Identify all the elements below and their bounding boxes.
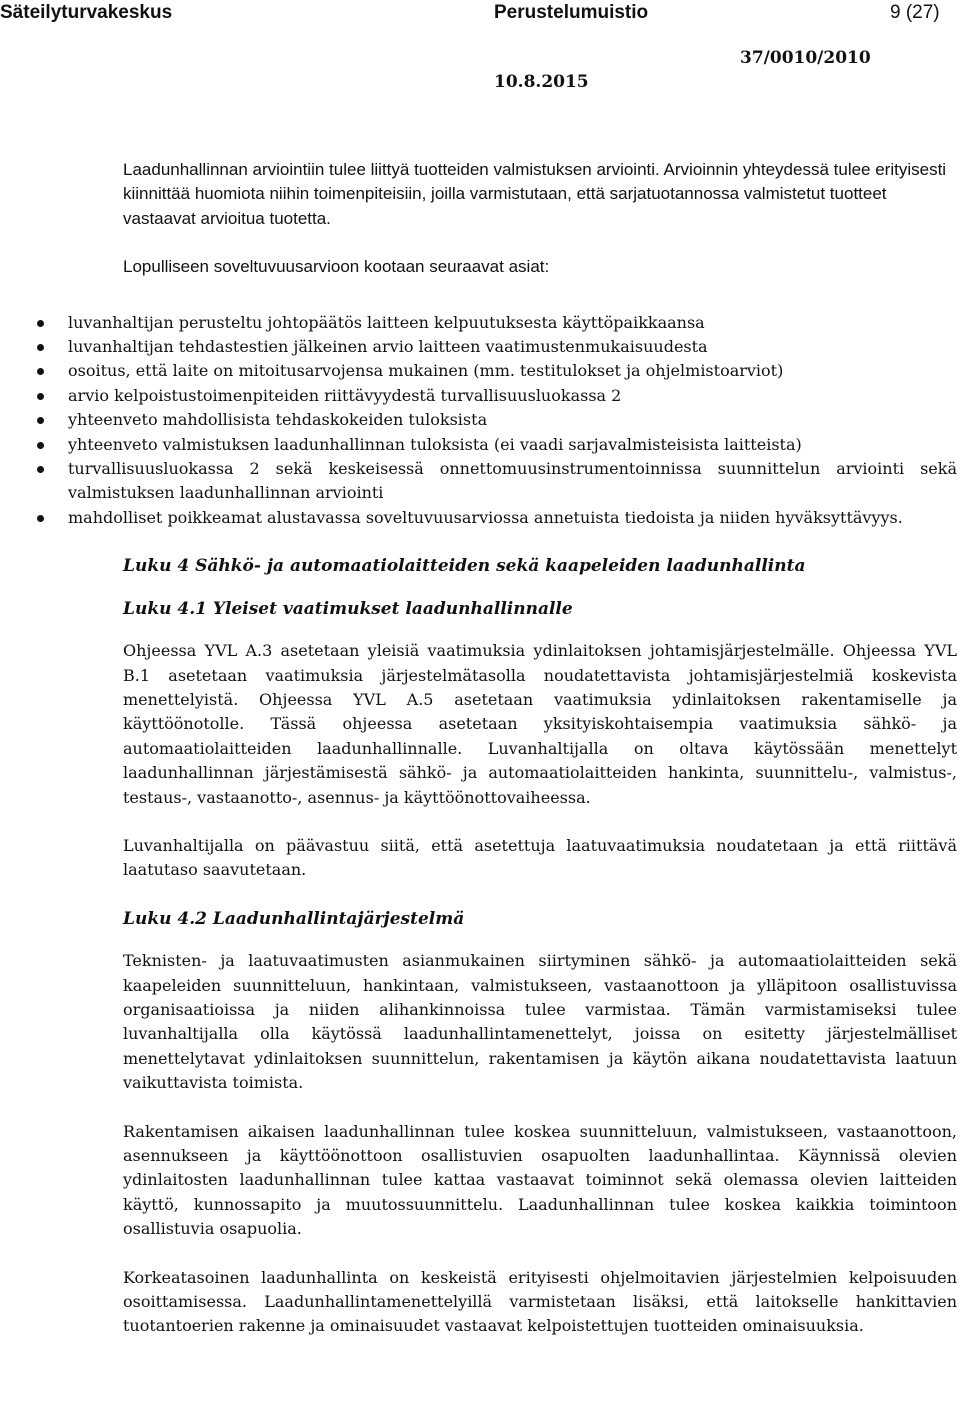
- list-intro-paragraph: Lopulliseen soveltuvuusarvioon kootaan seuraavat asiat:: [123, 257, 550, 277]
- header-document-type: Perustelumuistio: [494, 2, 649, 23]
- header-document-number: 37/0010/2010: [740, 48, 871, 68]
- section-4-2-paragraph: Korkeatasoinen laadunhallinta on keskeistä erityisesti ohjelmoitavien järjestelmien kelpoisuuden osoittamisessa. Laadunhallintamenettelyillä varmistetaan lisäksi, että laitokselle hankittavien tuotantoerien rakenne ja ominaisuudet vastaavat kelpoistettujen tuotteiden ominaisuuksia.: [123, 1267, 957, 1336]
- section-4-1-paragraph: Ohjeessa YVL A.3 asetetaan yleisiä vaatimuksia ydinlaitoksen johtamisjärjestelmälle. Ohjeessa YVL B.1 asetetaan vaatimuksia järjestelmätasolla noudatettavista johtamisjärjestelmiä koskevista menettelyistä. Ohjeessa YVL A.5 asetetaan vaatimuksia ydinlaitoksen rakentamiselle ja käyttöönotolle. Tässä ohjeessa asetetaan yksityiskohtaisempia vaatimuksia sähkö- ja automaatiolaitteiden laadunhallinnalle. Luvanhaltijalla on oltava käytössään menettelyt laadunhallinnan järjestämisestä sähkö- ja automaatiolaitteiden hankinta, suunnittelu-, valmistus-, testaus-, vastaanotto-, asennus- ja käyttöönottovaiheessa.: [123, 641, 957, 807]
- chapter-4-heading: Luku 4 Sähkö- ja automaatiolaitteiden sekä kaapeleiden laadunhallinta: [123, 556, 806, 577]
- header-date: 10.8.2015: [494, 72, 589, 92]
- list-item: arvio kelpoistustoimenpiteiden riittävyydestä turvallisuusluokassa 2: [0, 384, 957, 408]
- list-item: turvallisuusluokassa 2 sekä keskeisessä onnettomuusinstrumentoinnissa suunnittelun arviointi sekä valmistuksen laadunhallinnan arviointi: [0, 457, 957, 506]
- list-item: yhteenveto valmistuksen laadunhallinnan tuloksista (ei vaadi sarjavalmisteisista laitteista): [0, 433, 957, 457]
- section-4-1-paragraph: Luvanhaltijalla on päävastuu siitä, että asetettuja laatuvaatimuksia noudatetaan ja että riittävä laatutaso saavutetaan.: [123, 835, 957, 880]
- intro-paragraph: Laadunhallinnan arviointiin tulee liittyä tuotteiden valmistuksen arviointi. Arvioinnin yhteydessä tulee erityisesti kiinnittää huomiota niihin toimenpiteisiin, joilla varmistutaan, että sarjatuotannossa valmistetut tuotteet vastaavat arvioitua tuotetta.: [123, 160, 947, 228]
- section-4-1-heading: Luku 4.1 Yleiset vaatimukset laadunhallinnalle: [123, 598, 573, 619]
- list-item: mahdolliset poikkeamat alustavassa soveltuvuusarviossa annetuista tiedoista ja niiden hyväksyttävyys.: [0, 506, 957, 530]
- section-4-2-paragraph: Rakentamisen aikaisen laadunhallinnan tulee koskea suunnitteluun, valmistukseen, vastaanottoon, asennukseen ja käyttöönottoon osallistuvien osapuolten laadunhallintaa. Käynnissä olevien ydinlaitosten laadunhallinnan tulee kattaa vastaavat toiminnot sekä olemassa olevien laitteiden käyttö, kunnossapito ja muutossuunnittelu. Laadunhallinnan tulee koskea kaikkia toimintoon osallistuvia osapuolia.: [123, 1121, 957, 1239]
- header-organization: Säteilyturvakeskus: [0, 2, 173, 23]
- section-4-2-heading: Luku 4.2 Laadunhallintajärjestelmä: [123, 908, 465, 929]
- header-page-number: 9 (27): [890, 2, 940, 23]
- list-item: osoitus, että laite on mitoitusarvojensa mukainen (mm. testitulokset ja ohjelmistoarviot): [0, 359, 957, 383]
- list-item: luvanhaltijan perusteltu johtopäätös laitteen kelpuutuksesta käyttöpaikkaansa: [0, 311, 957, 335]
- document-body: [68, 158, 957, 1339]
- list-item: luvanhaltijan tehdastestien jälkeinen arvio laitteen vaatimustenmukaisuudesta: [0, 335, 957, 359]
- assessment-list: [0, 311, 957, 531]
- list-item: yhteenveto mahdollisista tehdaskokeiden tuloksista: [0, 408, 957, 432]
- section-4-2-paragraph: Teknisten- ja laatuvaatimusten asianmukainen siirtyminen sähkö- ja automaatiolaitteiden sekä kaapeleiden suunnitteluun, hankintaan, valmistukseen, vastaanottoon ja ylläpitoon osallistuvissa organisaatioissa ja niiden alihankinnoissa tulee varmistaa. Tämän varmistamiseksi tulee luvanhaltijalla olla käytössä laadunhallintamenettelyt, joissa on esitetty järjestelmälliset menettelytavat ydinlaitoksen suunnittelun, rakentamisen ja käytön aikana noudatettavista laatuun vaikuttavista toimista.: [123, 951, 957, 1093]
